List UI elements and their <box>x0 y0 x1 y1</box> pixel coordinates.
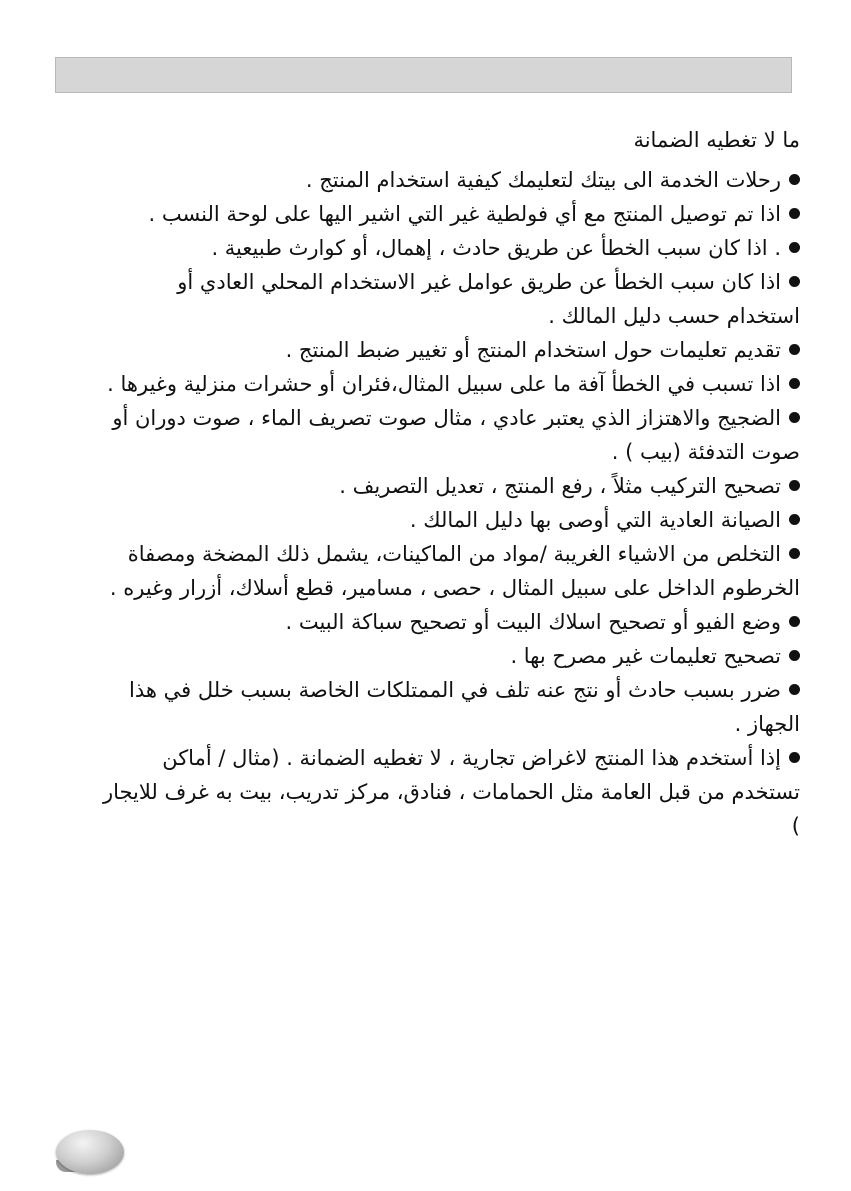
list-item <box>100 231 800 265</box>
header-bar <box>55 57 792 93</box>
bullet-icon <box>789 752 800 763</box>
list-item <box>100 163 800 197</box>
list-item <box>100 741 800 843</box>
list-item-text: التخلص من الاشياء الغريبة /مواد من الماكينات، يشمل ذلك المضخة ومصفاة الخرطوم الداخل على سبيل المثال ، حصى ، مسامير، قطع أسلاك، أزرار وغيره . <box>109 542 800 600</box>
list-item <box>100 333 800 367</box>
exclusions-list <box>100 163 800 843</box>
list-item-text: رحلات الخدمة الى بيتك لتعليمك كيفية استخدام المنتج . <box>305 168 781 192</box>
list-item <box>100 537 800 605</box>
warranty-exclusions-section <box>100 122 800 843</box>
list-item <box>100 401 800 469</box>
bullet-icon <box>789 378 800 389</box>
list-item <box>100 639 800 673</box>
list-item <box>100 367 800 401</box>
bullet-icon <box>789 684 800 695</box>
page-tab-icon <box>56 1130 124 1174</box>
list-item <box>100 469 800 503</box>
bullet-icon <box>789 480 800 491</box>
bullet-icon <box>789 650 800 661</box>
bullet-icon <box>789 548 800 559</box>
bullet-icon <box>789 514 800 525</box>
list-item <box>100 197 800 231</box>
list-item-text: . اذا كان سبب الخطأ عن طريق حادث ، إهمال، أو كوارث طبيعية . <box>211 236 781 260</box>
bullet-icon <box>789 412 800 423</box>
list-item <box>100 503 800 537</box>
bullet-icon <box>789 174 800 185</box>
list-item-text: تصحيح التركيب مثلاً ، رفع المنتج ، تعديل التصريف . <box>339 474 781 498</box>
list-item <box>100 265 800 333</box>
list-item-text: تقديم تعليمات حول استخدام المنتج أو تغيير ضبط المنتج . <box>285 338 781 362</box>
list-item-text: اذا تم توصيل المنتج مع أي فولطية غير التي اشير اليها على لوحة النسب . <box>148 202 781 226</box>
list-item-text: اذا تسبب في الخطأ آفة ما على سبيل المثال،فئران أو حشرات منزلية وغيرها . <box>107 372 781 396</box>
section-title: ما لا تغطيه الضمانة <box>633 128 800 152</box>
list-item-text: اذا كان سبب الخطأ عن طريق عوامل غير الاستخدام المحلي العادي أو استخدام حسب دليل المالك . <box>177 270 800 328</box>
list-item-text: ضرر بسبب حادث أو نتج عنه تلف في الممتلكات الخاصة بسبب خلل في هذا الجهاز . <box>129 678 800 736</box>
bullet-icon <box>789 208 800 219</box>
bullet-icon <box>789 242 800 253</box>
list-item-text: إذا أستخدم هذا المنتج لاغراض تجارية ، لا تغطيه الضمانة . (مثال / أماكن تستخدم من قبل العامة مثل الحمامات ، فنادق، مركز تدريب، بيت به غرف للايجار ) <box>102 746 800 838</box>
bullet-icon <box>789 344 800 355</box>
list-item-text: الضجيج والاهتزاز الذي يعتبر عادي ، مثال صوت تصريف الماء ، صوت دوران أو صوت التدفئة (بيب ) . <box>112 406 800 464</box>
bullet-icon <box>789 276 800 287</box>
list-item-text: وضع الفيو أو تصحيح اسلاك البيت أو تصحيح سباكة البيت . <box>285 610 781 634</box>
list-item-text: تصحيح تعليمات غير مصرح بها . <box>510 644 781 668</box>
bullet-icon <box>789 616 800 627</box>
list-item <box>100 673 800 741</box>
list-item <box>100 605 800 639</box>
list-item-text: الصيانة العادية التي أوصى بها دليل المالك . <box>409 508 781 532</box>
